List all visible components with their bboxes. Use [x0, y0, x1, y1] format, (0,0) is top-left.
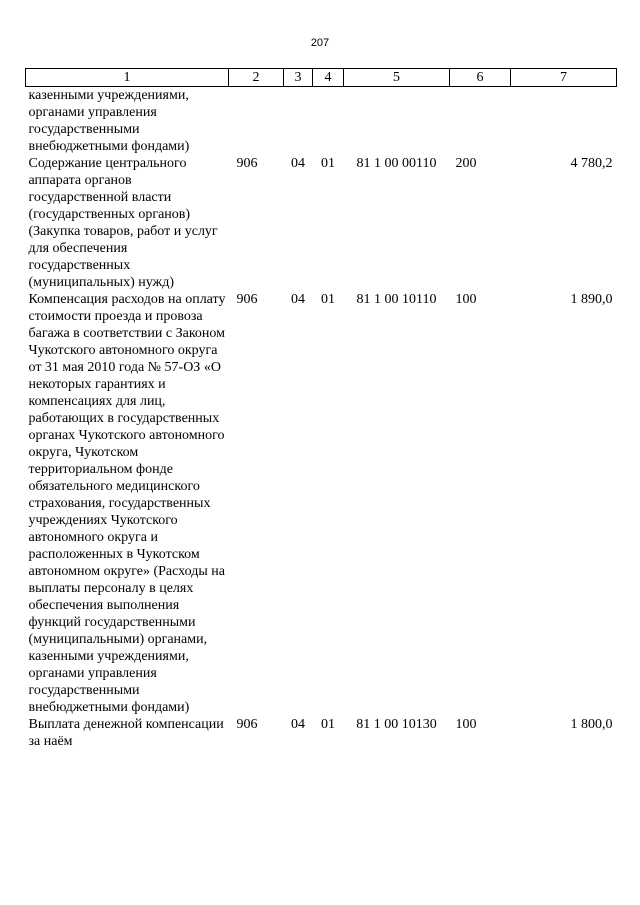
row-amount — [511, 87, 617, 156]
row-ministry-code: 906 — [236, 156, 258, 171]
row-description: Компенсация расходов на оплату стоимости проезда и провоза багажа в соответствии с Законом Чукотского автономного округа от 31 мая 2010 года № 57-ОЗ «О некоторых гарантиях и компенсациях для лиц, работающих в государственных органах Чукотского автономного округа, Чукотском территориальном фонде обязательного медицинского страхования, государственных учреждениях Чукотского автономного округа и расположенных в Чукотском автономном округе» (Расходы на выплаты персоналу в целях обеспечения выполнения функций государственными (муниципальными) органами, казенными учреждениями, органами управления государственными внебюджетными фондами) — [28, 292, 226, 715]
row-amount: 1 800,0 — [570, 717, 613, 732]
table-row — [26, 291, 617, 716]
row-description: Выплата денежной компенсации за наём — [28, 717, 224, 749]
row-ministry-code: 906 — [236, 717, 258, 732]
row-ministry-code — [229, 87, 284, 156]
column-header-5: 5 — [344, 69, 450, 87]
row-section: 04 — [291, 292, 305, 307]
table-row — [26, 155, 617, 291]
row-expense-type: 100 — [455, 717, 477, 732]
row-subsection: 01 — [321, 292, 335, 307]
row-expense-type: 200 — [455, 156, 477, 171]
row-expense-type — [450, 87, 511, 156]
row-target-item — [344, 87, 450, 156]
column-header-6: 6 — [450, 69, 511, 87]
table-header-row — [26, 69, 617, 87]
row-ministry-code: 906 — [236, 292, 258, 307]
column-header-4: 4 — [313, 69, 344, 87]
row-amount: 1 890,0 — [570, 292, 613, 307]
row-expense-type: 100 — [455, 292, 477, 307]
column-header-7: 7 — [511, 69, 617, 87]
row-target-item: 81 1 00 00110 — [356, 156, 437, 171]
row-subsection: 01 — [321, 717, 335, 732]
row-section: 04 — [291, 156, 305, 171]
budget-table — [25, 68, 617, 750]
row-description: Содержание центрального аппарата органов государственной власти (государственных органов) (Закупка товаров, работ и услуг для обеспечения государственных (муниципальных) нужд) — [28, 156, 218, 290]
row-target-item: 81 1 00 10110 — [356, 292, 437, 307]
column-header-2: 2 — [229, 69, 284, 87]
row-target-item: 81 1 00 10130 — [356, 717, 437, 732]
table-row — [26, 87, 617, 156]
row-subsection — [313, 87, 344, 156]
table-row — [26, 716, 617, 750]
column-header-1: 1 — [26, 69, 229, 87]
column-header-3: 3 — [284, 69, 313, 87]
row-section: 04 — [291, 717, 305, 732]
row-subsection: 01 — [321, 156, 335, 171]
row-section — [284, 87, 313, 156]
row-description: казенными учреждениями, органами управления государственными внебюджетными фондами) — [28, 88, 190, 154]
page-number: 207 — [310, 37, 330, 49]
row-amount: 4 780,2 — [570, 156, 613, 171]
